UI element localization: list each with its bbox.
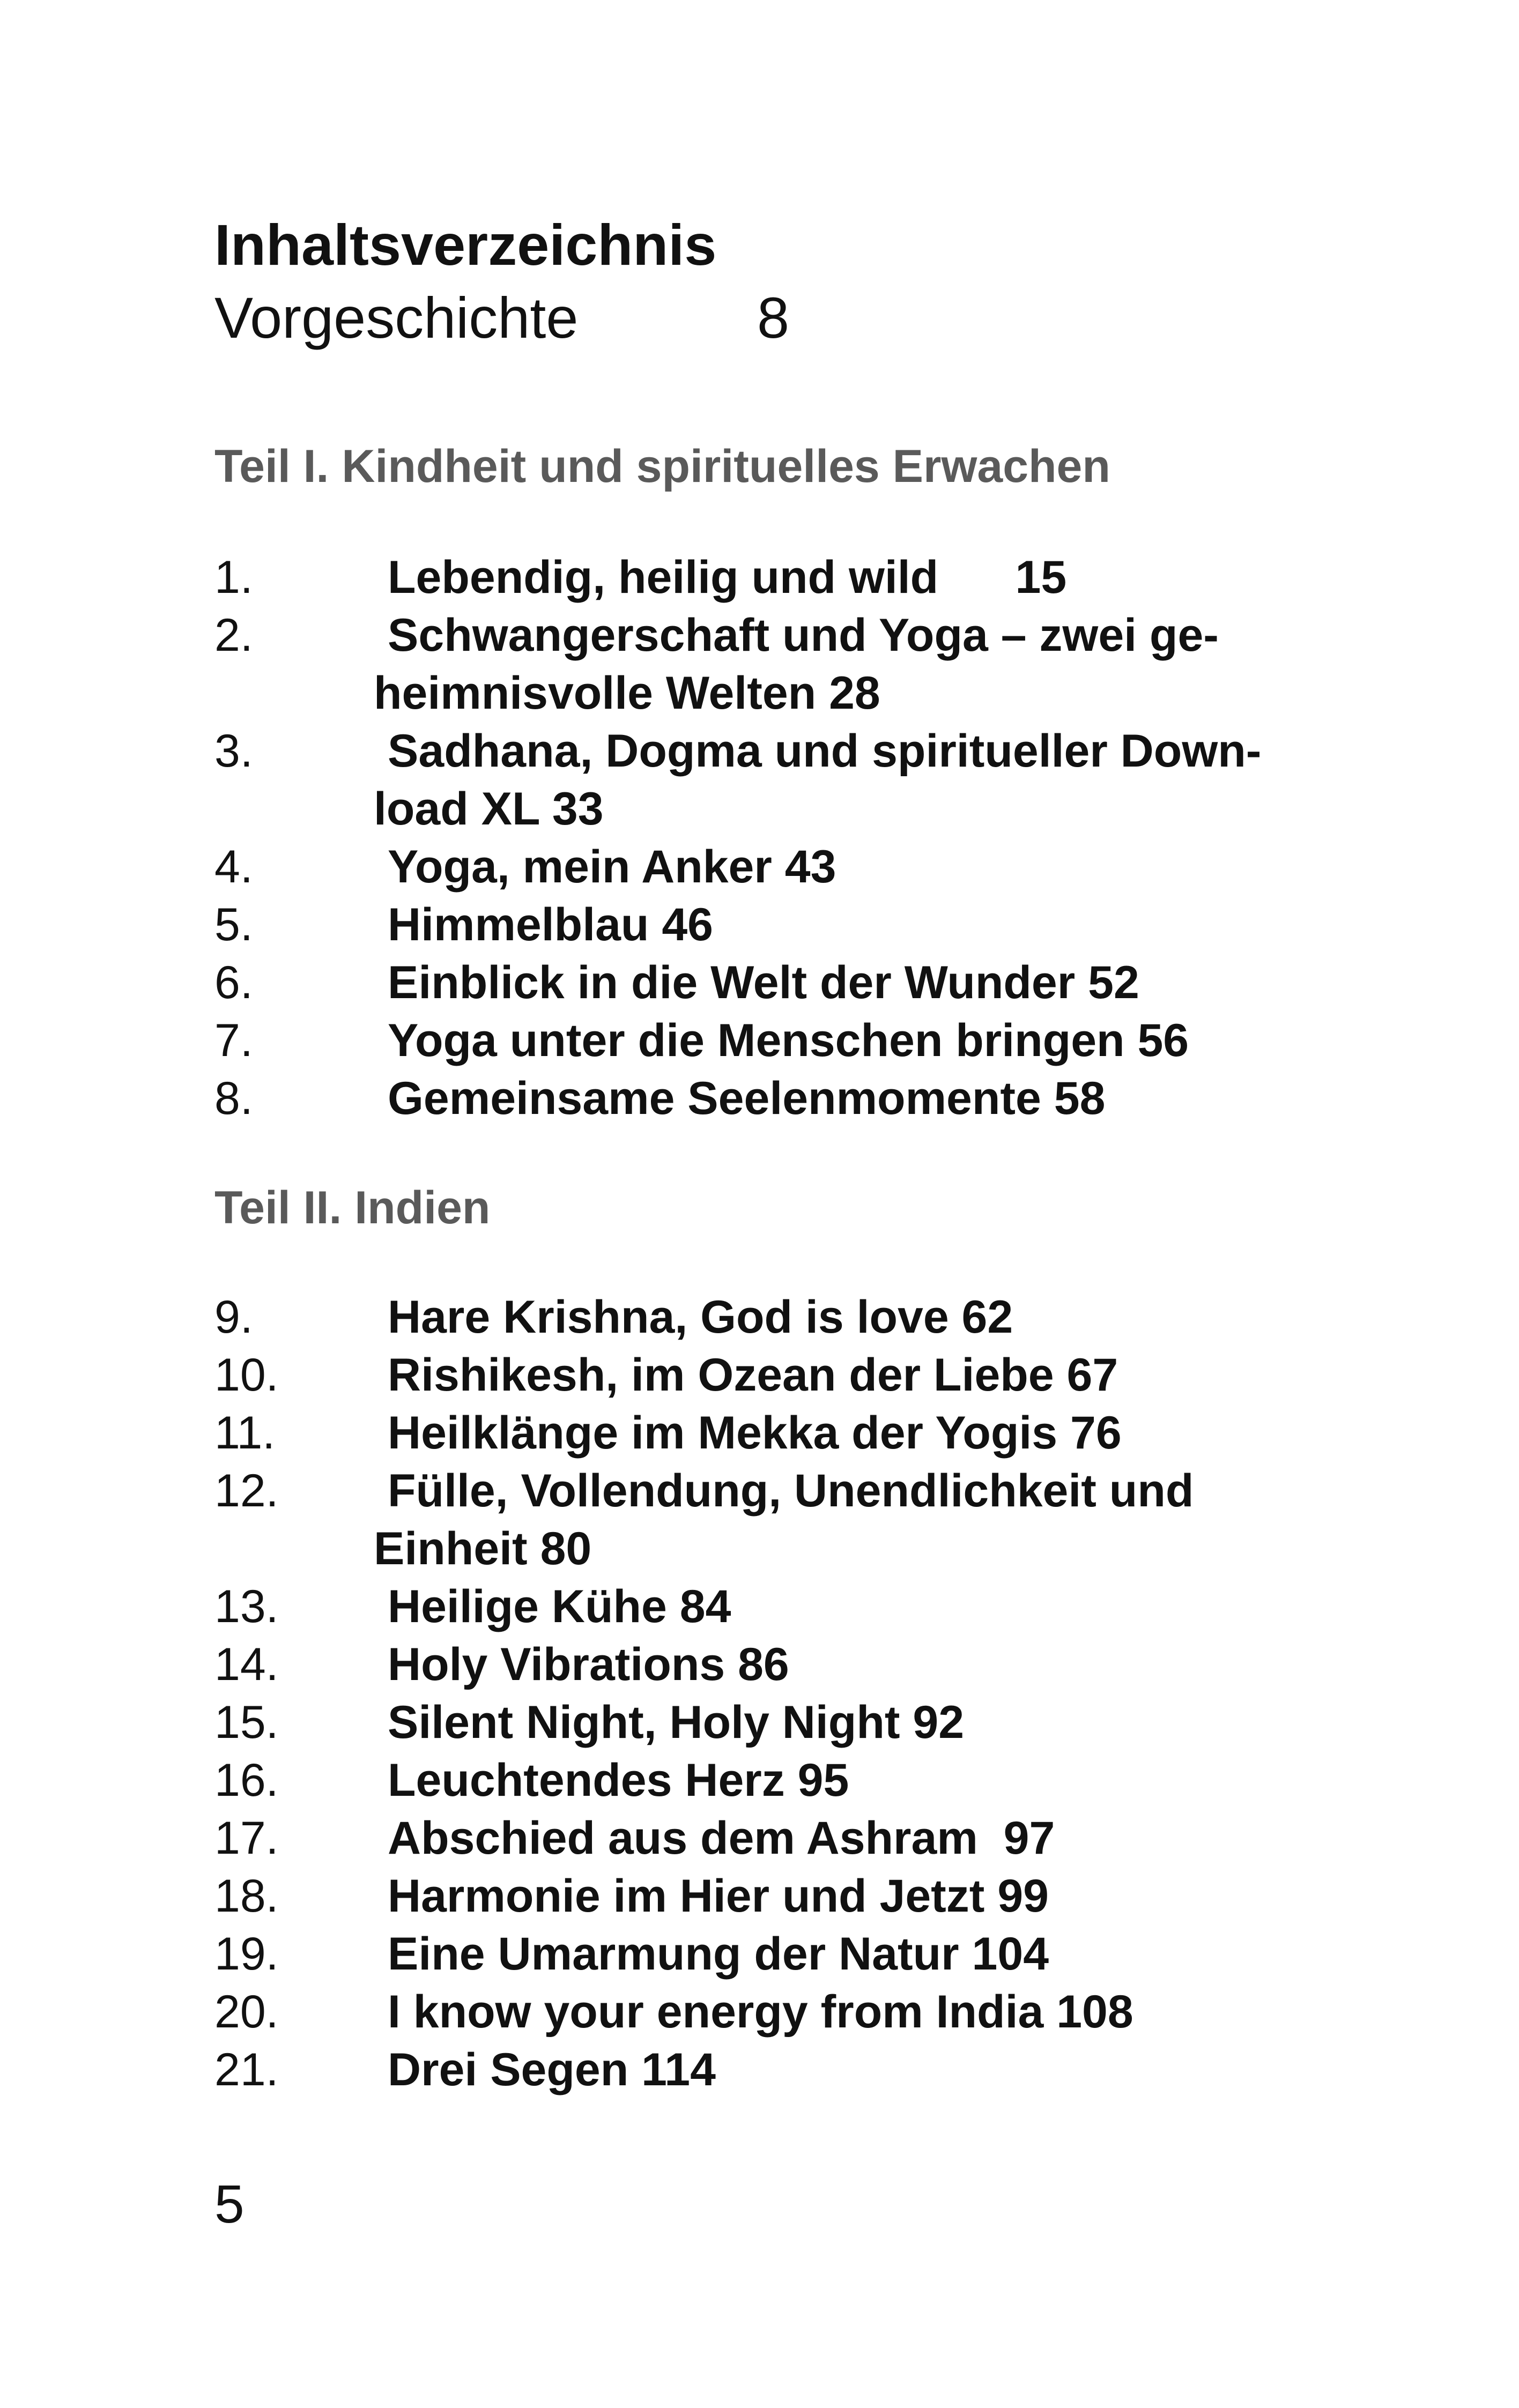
toc-entry	[214, 2041, 1340, 2099]
toc-entry	[214, 896, 1340, 954]
entry-title: Schwangerschaft und Yoga – zwei ge-	[388, 610, 1219, 661]
toc-entry	[214, 1462, 1340, 1578]
entry-title-continued: Einheit 80	[374, 1523, 592, 1574]
part-2-title: Teil II. Indien	[214, 1182, 491, 1233]
entry-number: 4.	[214, 841, 253, 893]
entry-number: 6.	[214, 957, 253, 1008]
prehistory-label: Vorgeschichte	[214, 285, 579, 350]
toc-entry	[214, 606, 1340, 722]
entry-title: Heilklänge im Mekka der Yogis 76	[388, 1407, 1122, 1459]
toc-entry	[214, 1867, 1340, 1925]
entry-title: Lebendig, heilig und wild 15	[388, 552, 1067, 603]
entry-title: Silent Night, Holy Night 92	[388, 1697, 965, 1748]
entry-title: Harmonie im Hier und Jetzt 99	[388, 1870, 1049, 1922]
toc-entry	[214, 722, 1340, 838]
entry-number: 12.	[214, 1465, 279, 1517]
toc-list-part-1	[214, 548, 1340, 1127]
entry-title: Drei Segen 114	[388, 2044, 716, 2095]
toc-heading: Inhaltsverzeichnis	[214, 212, 717, 277]
entry-number: 18.	[214, 1870, 279, 1922]
toc-entry	[214, 548, 1340, 606]
entry-title: Eine Umarmung der Natur 104	[388, 1928, 1049, 1980]
entry-number: 14.	[214, 1639, 279, 1690]
entry-number: 16.	[214, 1755, 279, 1806]
prehistory-entry	[214, 283, 790, 353]
entry-title: I know your energy from India 108	[388, 1986, 1133, 2038]
part-1-title: Teil I. Kindheit und spirituelles Erwachen	[214, 441, 1110, 492]
toc-entry	[214, 1636, 1340, 1693]
entry-title: Leuchtendes Herz 95	[388, 1755, 849, 1806]
entry-title-continued: heimnisvolle Welten 28	[374, 667, 880, 719]
entry-number: 1.	[214, 552, 253, 603]
toc-entry	[214, 1809, 1340, 1867]
toc-entry	[214, 1983, 1340, 2041]
entry-number: 10.	[214, 1349, 279, 1401]
entry-title: Sadhana, Dogma und spiritueller Down-	[388, 725, 1262, 777]
entry-number: 3.	[214, 725, 253, 777]
toc-entry	[214, 1069, 1340, 1127]
entry-number: 13.	[214, 1581, 279, 1632]
toc-entry	[214, 1693, 1340, 1751]
entry-number: 7.	[214, 1015, 253, 1066]
entry-number: 17.	[214, 1812, 279, 1864]
entry-number: 19.	[214, 1928, 279, 1980]
entry-title: Heilige Kühe 84	[388, 1581, 731, 1632]
toc-entry	[214, 1012, 1340, 1069]
entry-number: 8.	[214, 1073, 253, 1124]
entry-title: Yoga, mein Anker 43	[388, 841, 836, 893]
entry-number: 2.	[214, 610, 253, 661]
entry-number: 5.	[214, 899, 253, 950]
entry-number: 21.	[214, 2044, 279, 2095]
entry-number: 15.	[214, 1697, 279, 1748]
page-number: 5	[214, 2174, 244, 2234]
toc-list-part-2	[214, 1288, 1340, 2099]
toc-entry	[214, 1288, 1340, 1346]
entry-title: Fülle, Vollendung, Unendlichkeit und	[388, 1465, 1194, 1517]
toc-entry	[214, 838, 1340, 896]
toc-entry	[214, 954, 1340, 1012]
toc-entry	[214, 1925, 1340, 1983]
entry-number: 9.	[214, 1291, 253, 1343]
entry-title-continued: load XL 33	[374, 783, 604, 835]
entry-title: Gemeinsame Seelenmomente 58	[388, 1073, 1106, 1124]
entry-title: Rishikesh, im Ozean der Liebe 67	[388, 1349, 1118, 1401]
entry-title: Einblick in die Welt der Wunder 52	[388, 957, 1139, 1008]
toc-entry	[214, 1578, 1340, 1636]
toc-entry	[214, 1404, 1340, 1462]
entry-title: Hare Krishna, God is love 62	[388, 1291, 1013, 1343]
entry-title: Himmelblau 46	[388, 899, 713, 950]
entry-number: 11.	[214, 1407, 276, 1459]
entry-title: Abschied aus dem Ashram 97	[388, 1812, 1055, 1864]
entry-number: 20.	[214, 1986, 279, 2038]
prehistory-page: 8	[757, 285, 790, 350]
entry-title: Holy Vibrations 86	[388, 1639, 789, 1690]
entry-title: Yoga unter die Menschen bringen 56	[388, 1015, 1189, 1066]
toc-entry	[214, 1346, 1340, 1404]
toc-entry	[214, 1751, 1340, 1809]
